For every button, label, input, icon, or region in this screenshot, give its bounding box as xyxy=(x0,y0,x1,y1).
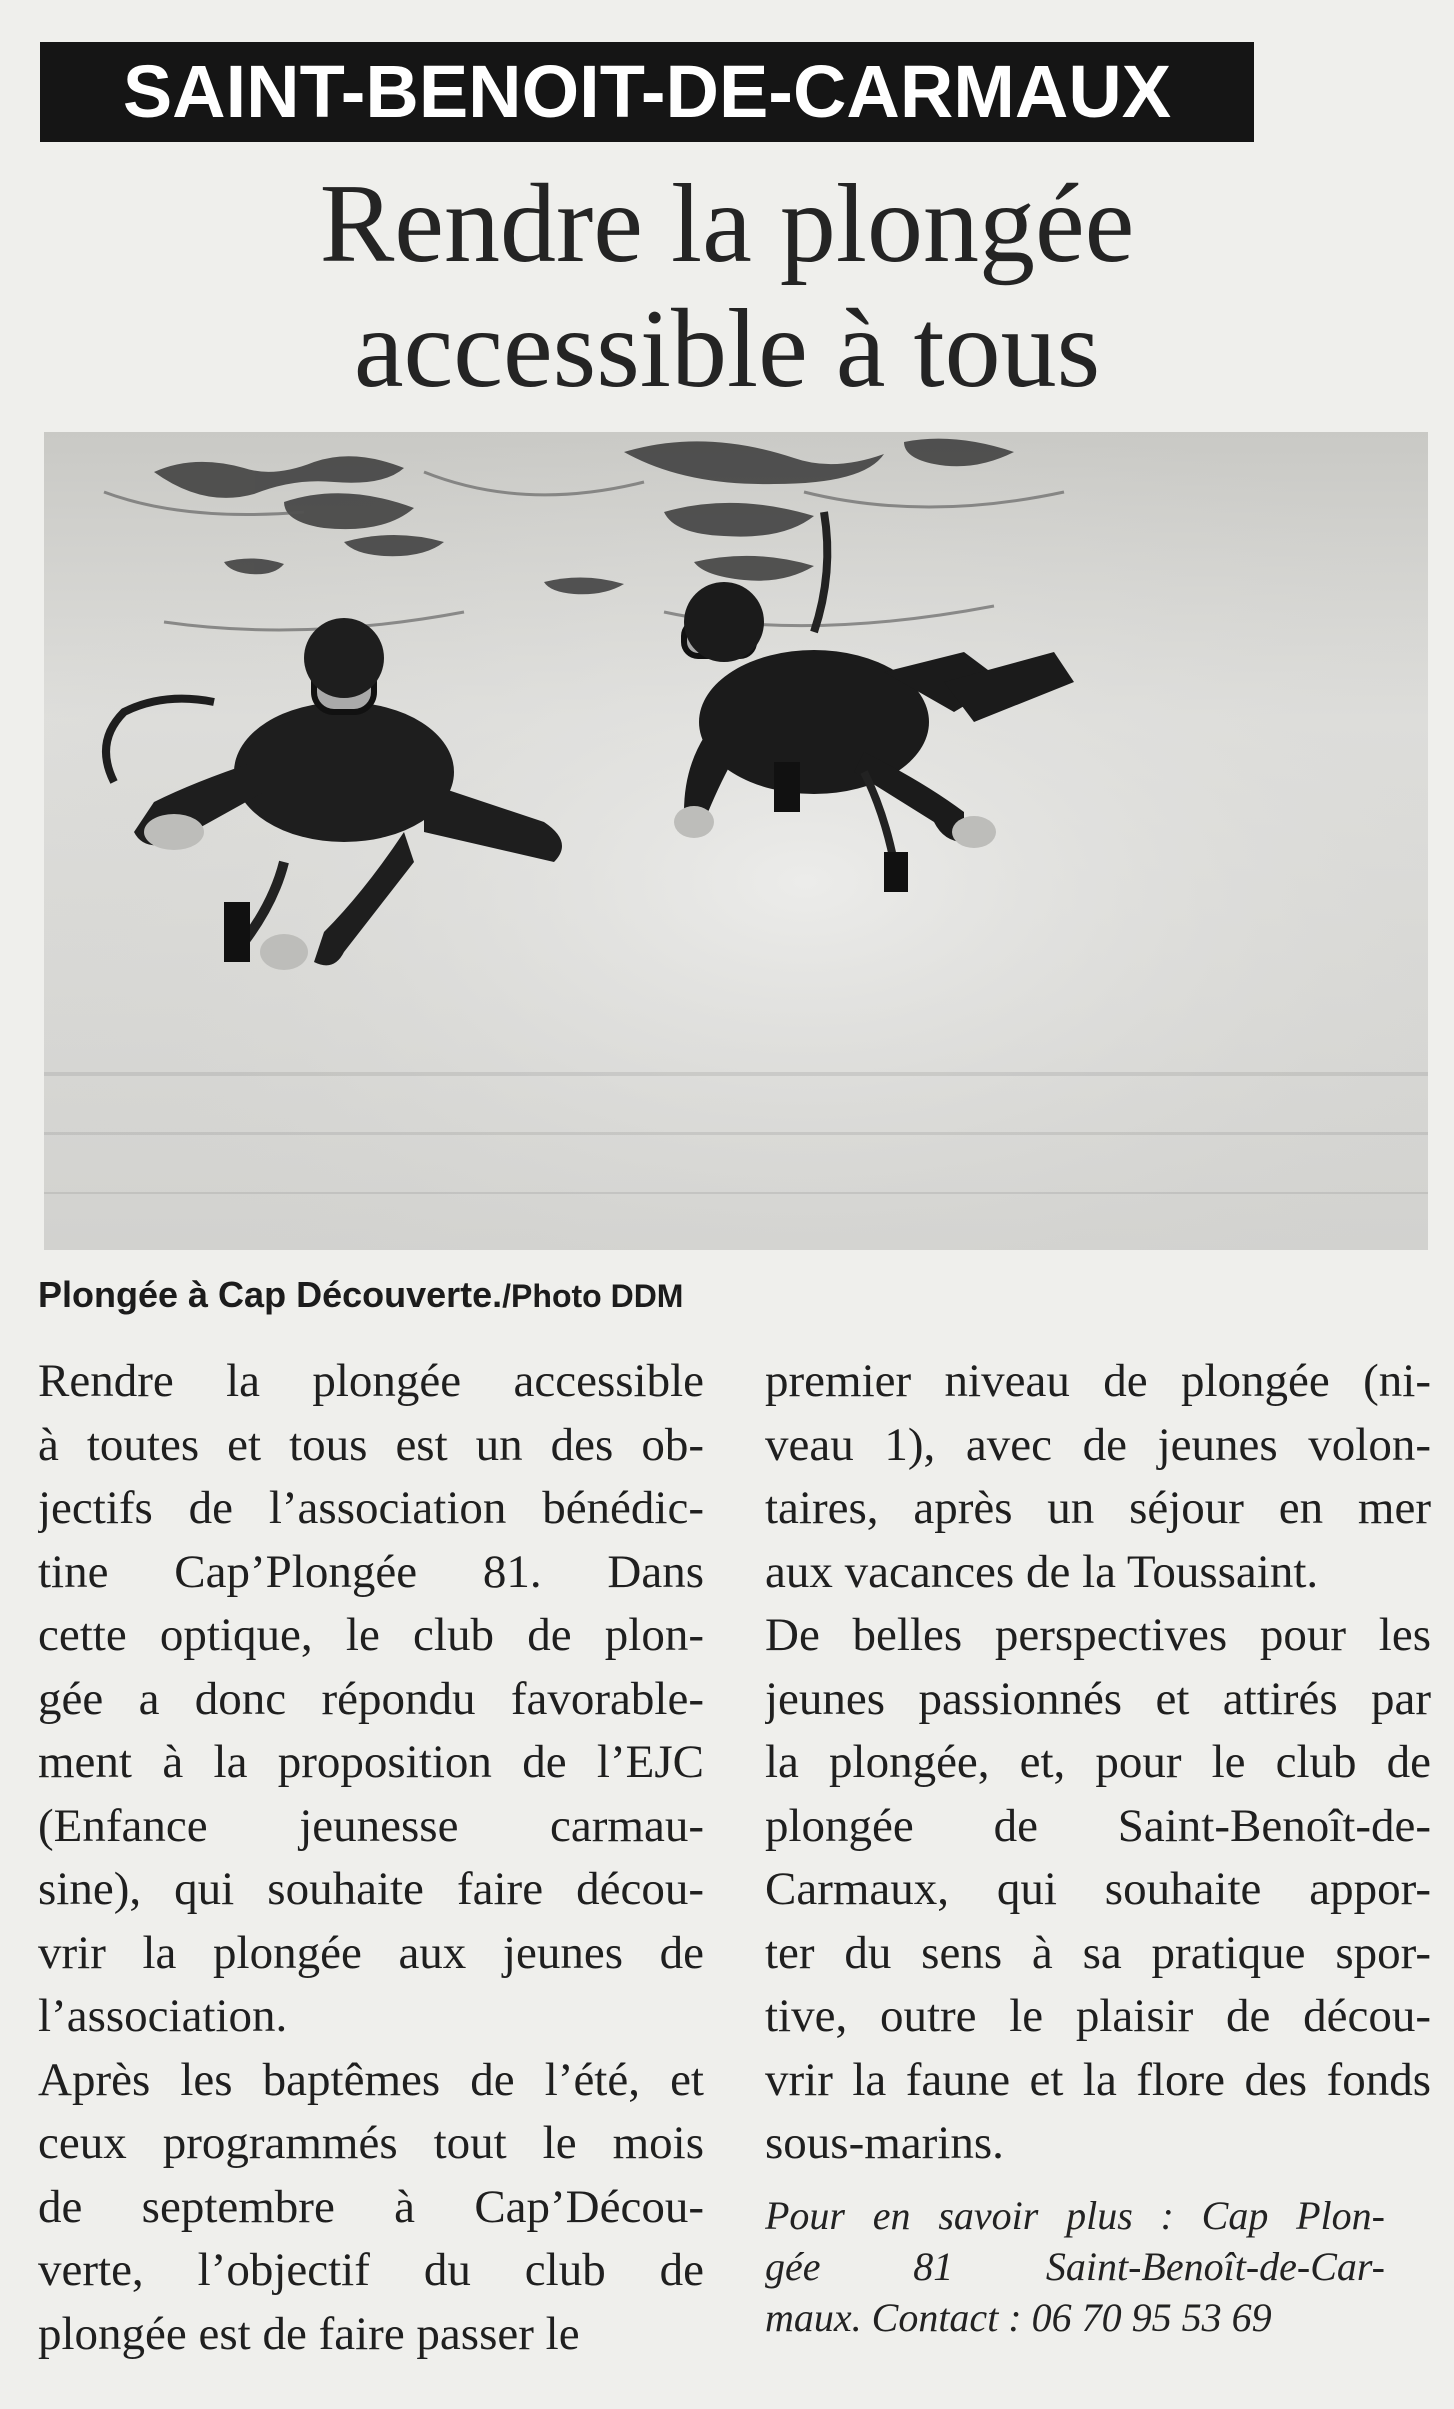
photo-caption xyxy=(38,1274,683,1316)
left-column-line: gée a donc répondu favorable- xyxy=(38,1672,704,1725)
left-column-line: vrir la plongée aux jeunes de xyxy=(38,1926,704,1979)
left-column-line: verte, l’objectif du club de xyxy=(38,2244,704,2296)
right-column-line: taires, après un séjour en mer xyxy=(765,1482,1431,1534)
left-column-line: Après les baptêmes de l’été, et xyxy=(38,2053,704,2106)
left-column-line: ment à la proposition de l’EJC xyxy=(38,1736,704,1788)
photo-caption-text: Plongée à Cap Découverte. xyxy=(38,1274,503,1315)
right-column-line: premier niveau de plongée (ni- xyxy=(765,1355,1431,1407)
left-column-line: Rendre la plongée accessible xyxy=(38,1355,704,1407)
right-column-line: jeunes passionnés et attirés par xyxy=(765,1672,1431,1725)
right-column-line: ter du sens à sa pratique spor- xyxy=(765,1926,1431,1979)
right-column-line: plongée de Saint-Benoît-de- xyxy=(765,1799,1431,1852)
article-info-box xyxy=(765,2190,1385,2343)
section-kicker-banner xyxy=(40,42,1254,142)
right-column-line: aux vacances de la Toussaint. xyxy=(765,1545,1319,1598)
info-line: Pour en savoir plus : Cap Plon- xyxy=(765,2193,1385,2238)
section-kicker: SAINT-BENOIT-DE-CARMAUX xyxy=(122,50,1172,133)
article-headline xyxy=(120,162,1334,413)
article-body-left-column xyxy=(38,1350,704,2366)
left-column-line: tine Cap’Plongée 81. Dans xyxy=(38,1545,704,1598)
info-line: maux. Contact : 06 70 95 53 69 xyxy=(765,2295,1272,2340)
left-column-line: (Enfance jeunesse carmau- xyxy=(38,1799,704,1852)
left-column-line: cette optique, le club de plon- xyxy=(38,1609,704,1661)
left-column-line: ceux programmés tout le mois xyxy=(38,2117,704,2169)
right-column-line: Carmaux, qui souhaite appor- xyxy=(765,1863,1431,1915)
left-column-line: plongée est de faire passer le xyxy=(38,2307,580,2360)
info-line: gée 81 Saint-Benoît-de-Car- xyxy=(765,2244,1385,2289)
article-body-right-column xyxy=(765,1350,1431,2176)
left-column-line: jectifs de l’association bénédic- xyxy=(38,1482,704,1534)
right-column-line: tive, outre le plaisir de décou- xyxy=(765,1990,1431,2042)
right-column-line: De belles perspectives pour les xyxy=(765,1609,1431,1661)
article-photo xyxy=(44,432,1428,1250)
headline-line-2: accessible à tous xyxy=(353,287,1101,412)
divers-photo-illustration xyxy=(44,432,1428,1250)
left-column-line: l’association. xyxy=(38,1990,288,2042)
right-column-line: vrir la faune et la flore des fonds xyxy=(765,2053,1431,2106)
right-column-line: veau 1), avec de jeunes volon- xyxy=(765,1418,1431,1471)
left-column-line: de septembre à Cap’Décou- xyxy=(38,2180,704,2233)
right-column-line: la plongée, et, pour le club de xyxy=(765,1736,1431,1788)
headline-line-1: Rendre la plongée xyxy=(319,162,1135,286)
right-column-line: sous-marins. xyxy=(765,2117,1004,2169)
photo-credit: /Photo DDM xyxy=(502,1278,684,1314)
left-column-line: à toutes et tous est un des ob- xyxy=(38,1418,704,1471)
left-column-line: sine), qui souhaite faire décou- xyxy=(38,1863,704,1915)
